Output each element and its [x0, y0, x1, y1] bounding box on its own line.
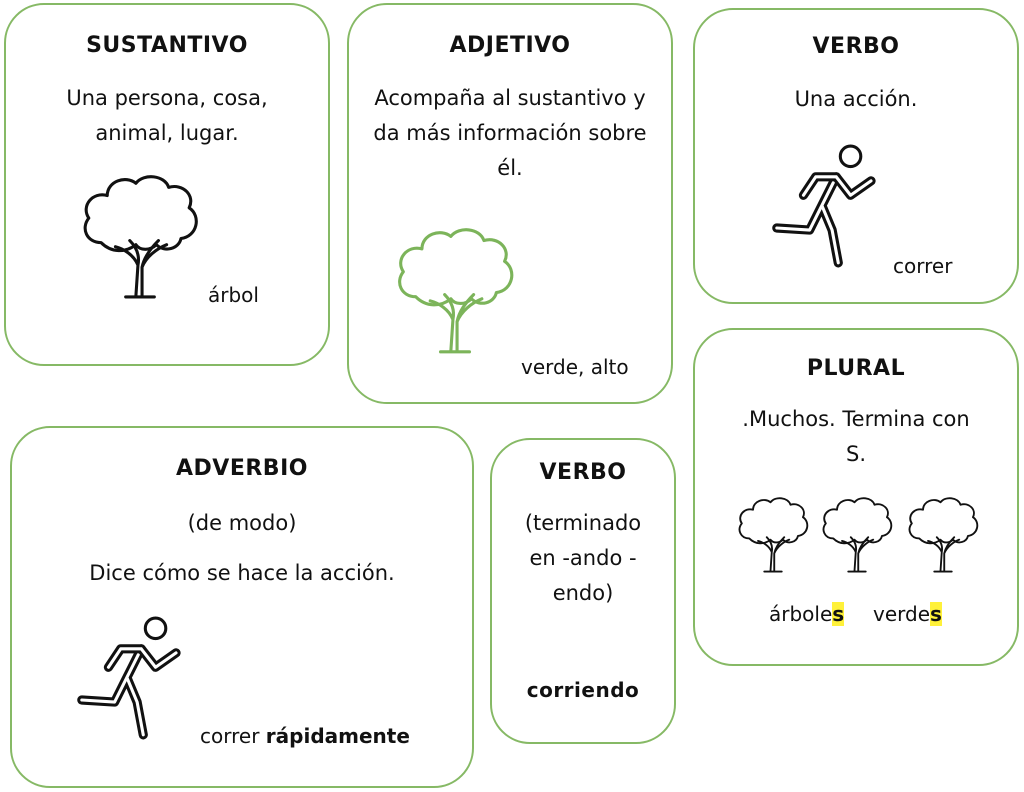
card-description: Una persona, cosa, animal, lugar. — [66, 86, 268, 145]
card-plural — [693, 328, 1019, 666]
card-title: ADVERBIO — [176, 456, 308, 481]
example-base: árbole — [769, 602, 833, 626]
card-title: SUSTANTIVO — [86, 33, 248, 58]
card-adverbio — [10, 426, 474, 788]
card-description: Una acción. — [794, 87, 918, 111]
example-adverb: rápidamente — [265, 724, 410, 748]
card-subtitle: (de modo) — [187, 511, 297, 535]
running-person-icon — [769, 142, 885, 270]
tree-icon — [735, 496, 811, 574]
tree-icon — [819, 496, 895, 574]
card-title: VERBO — [812, 34, 900, 59]
example-word-2 — [873, 602, 942, 626]
card-title: PLURAL — [806, 356, 906, 381]
card-description: (terminado en -ando - endo) — [524, 511, 642, 605]
plural-suffix-highlight: s — [832, 602, 845, 626]
running-person-icon — [74, 614, 190, 742]
card-sustantivo — [4, 3, 330, 366]
tree-icon — [905, 496, 981, 574]
card-verbo — [693, 8, 1019, 304]
example-verb: correr — [200, 724, 260, 748]
card-verbo-gerundio — [490, 438, 676, 744]
example-word: verde, alto — [521, 355, 629, 379]
example-phrase — [200, 724, 410, 748]
card-title: VERBO — [539, 460, 627, 485]
example-word-1 — [769, 602, 844, 626]
card-adjetivo — [347, 3, 673, 404]
tree-icon — [78, 173, 202, 301]
card-description: Acompaña al sustantivo y da más información sobre él. — [373, 86, 647, 180]
plural-suffix-highlight: s — [930, 602, 942, 626]
card-description: Dice cómo se hace la acción. — [89, 561, 395, 585]
example-base: verde — [873, 602, 931, 626]
example-word: correr — [893, 254, 953, 278]
example-word: árbol — [208, 283, 259, 307]
example-word: corriendo — [526, 678, 640, 702]
card-description: .Muchos. Termina con S. — [742, 407, 970, 466]
tree-icon — [393, 213, 517, 369]
card-title: ADJETIVO — [449, 33, 571, 58]
